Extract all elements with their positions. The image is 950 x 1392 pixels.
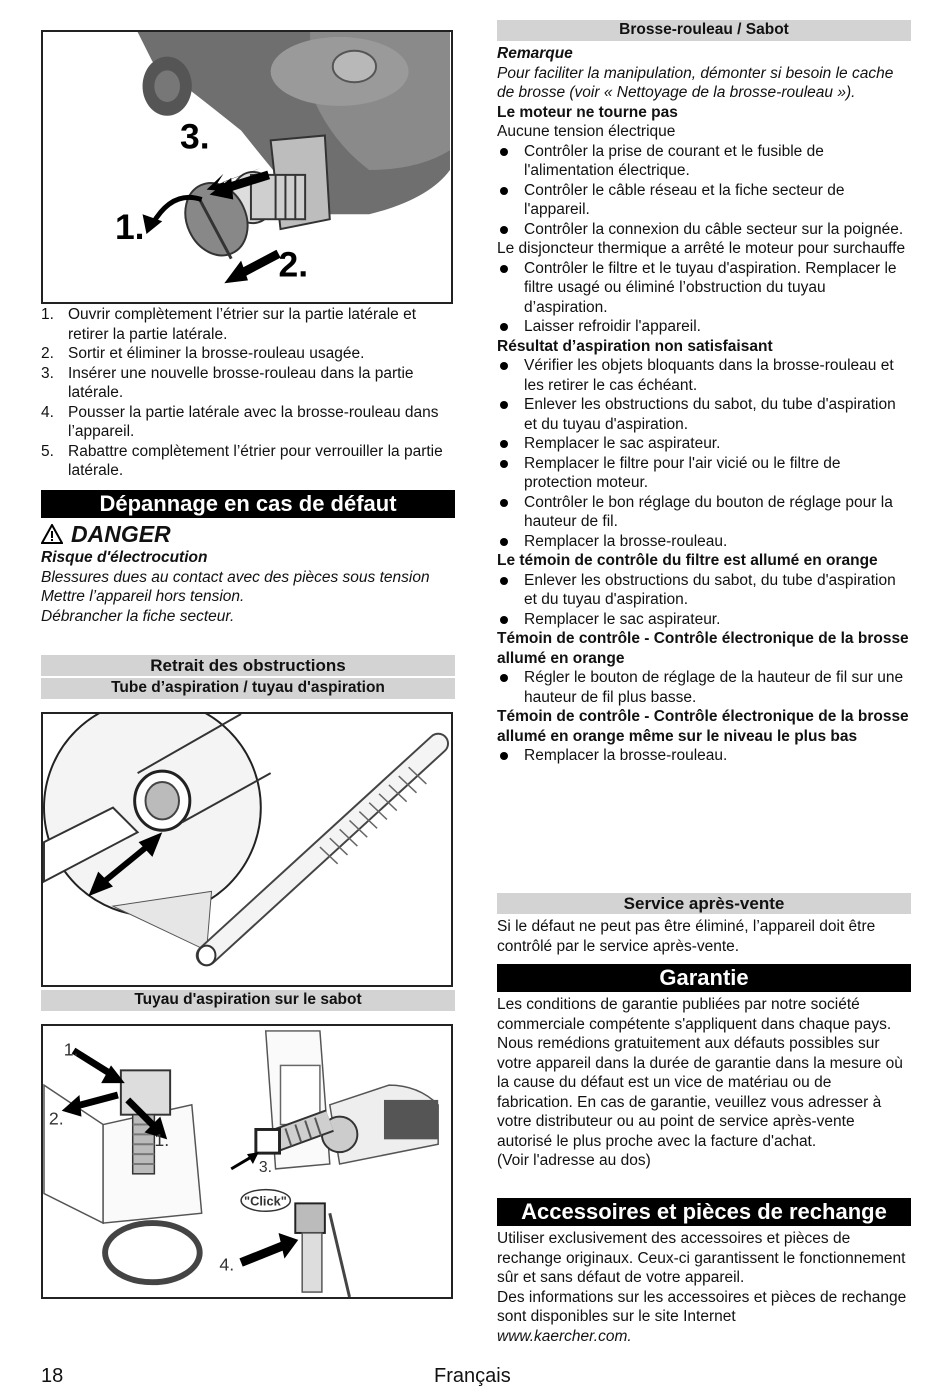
bullet-item: Enlever les obstructions du sabot, du tube d'aspiration et du tuyau d'aspiration.: [497, 395, 911, 434]
sabot-heading: Tuyau d'aspiration sur le sabot: [41, 990, 455, 1011]
service-text: Si le défaut ne peut pas être éliminé, l’appareil doit être contrôlé par le service après-vente.: [497, 918, 876, 955]
danger-line: Blessures dues au contact avec des pièces sous tension: [41, 568, 430, 586]
step-item: 2. Sortir et éliminer la brosse-rouleau usagée.: [41, 345, 365, 362]
figure-label-3: 3.: [179, 116, 210, 157]
figure-label-2: 2.: [48, 1108, 64, 1129]
bullet-item: Contrôler le bon réglage du bouton de réglage pour la hauteur de fil.: [497, 493, 911, 532]
figure-label-1: 1.: [114, 206, 145, 247]
suction-tube-figure: [41, 712, 453, 987]
hose-on-nozzle-illustration: [43, 1026, 451, 1297]
danger-subtitle: Risque d'électrocution: [41, 549, 208, 566]
bullet-item: Remplacer le sac aspirateur.: [497, 434, 911, 454]
figure-label-1b: 1.: [154, 1130, 170, 1151]
roller-brush-figure: [41, 30, 453, 304]
bullet-item: Vérifier les objets bloquants dans la brosse-rouleau et les retirer le cas échéant.: [497, 356, 911, 395]
figure-label-click: "Click": [244, 1193, 287, 1209]
garantie-heading: Garantie: [497, 964, 911, 992]
figure-label-3: 3.: [258, 1158, 272, 1176]
garantie-note: (Voir l'adresse au dos): [497, 1152, 651, 1169]
figure-label-1a: 1.: [63, 1039, 79, 1060]
step-item: 4. Pousser la partie latérale avec la brosse-rouleau dans l’appareil.: [41, 403, 439, 440]
roller-brush-illustration: [43, 32, 451, 302]
step-item: 1. Ouvrir complètement l’étrier sur la partie latérale et retirer la partie latérale.: [41, 306, 417, 343]
website-link[interactable]: www.kaercher.com.: [497, 1327, 632, 1345]
remarque-text: Pour faciliter la manipulation, démonter si besoin le cache de brosse (voir « Nettoyage de la brosse-rouleau »).: [497, 64, 894, 101]
remarque-title: Remarque: [497, 45, 573, 62]
bullet-item: Régler le bouton de réglage de la hauteur de fil sur une hauteur de fil plus basse.: [497, 668, 911, 707]
bullet-item: Enlever les obstructions du sabot, du tube d'aspiration et du tuyau d'aspiration.: [497, 571, 911, 610]
retrait-heading: Retrait des obstructions: [41, 655, 455, 676]
bullet-item: Remplacer le filtre pour l'air vicié ou le filtre de protection moteur.: [497, 454, 911, 493]
hose-on-nozzle-figure: [41, 1024, 453, 1299]
bullet-item: Laisser refroidir l'appareil.: [497, 317, 911, 337]
bullet-item: Contrôler le filtre et le tuyau d'aspiration. Remplacer le filtre usagé ou éliminé l’obstruction du tuyau d’aspiration.: [497, 259, 911, 318]
page-number: 18: [41, 1365, 64, 1387]
replacement-steps: [41, 305, 455, 481]
temoin-brosse-title: Témoin de contrôle - Contrôle électronique de la brosse allumé en orange: [497, 630, 909, 667]
moteur-subtitle: Aucune tension électrique: [497, 123, 676, 140]
resultat-title: Résultat d’aspiration non satisfaisant: [497, 337, 773, 355]
accessoires-heading: Accessoires et pièces de rechange: [497, 1198, 911, 1226]
garantie-text: Les conditions de garantie publiées par notre société commerciale compétente s'appliquent dans chaque pays. Nous remédions gratuitement aux défauts possibles sur votre appareil dans la durée de garantie dans la mesure où la cause du défaut est un vice de matériau ou de fabrication. En cas de garantie, veuillez vous adresser à votre distributeur ou au point de service après-vente autorisé le plus proche avec la facture d'achat. (Voir l'adresse au dos): [497, 995, 911, 1171]
bullet-item: Contrôler la connexion du câble secteur sur la poignée.: [497, 220, 911, 240]
brosse-heading: Brosse-rouleau / Sabot: [497, 20, 911, 41]
danger-line: Mettre l’appareil hors tension.: [41, 588, 245, 605]
troubleshooting-list: [497, 44, 911, 766]
temoin-filtre-title: Le témoin de contrôle du filtre est allumé en orange: [497, 552, 878, 569]
bullet-item: Contrôler le câble réseau et la fiche secteur de l'appareil.: [497, 181, 911, 220]
moteur-title: Le moteur ne tourne pas: [497, 103, 678, 121]
disjoncteur-text: Le disjoncteur thermique a arrêté le moteur pour surchauffe: [497, 240, 906, 257]
service-heading: Service après-vente: [497, 893, 911, 914]
tube-heading: Tube d’aspiration / tuyau d'aspiration: [41, 678, 455, 699]
accessoires-text: Utiliser exclusivement des accessoires et pièces de rechange originaux. Ceux-ci garantissent le fonctionnement sûr et sans défaut de votre appareil. Des informations sur les accessoires et pièces de rechange sont disponibles sur le site Internet www.kaercher.com.: [497, 1229, 911, 1346]
figure-label-4: 4.: [219, 1254, 235, 1275]
page-language: Français: [434, 1365, 511, 1387]
bullet-item: Remplacer le sac aspirateur.: [497, 610, 911, 630]
figure-label-2: 2.: [278, 244, 309, 285]
bullet-item: Contrôler la prise de courant et le fusible de l'alimentation électrique.: [497, 142, 911, 181]
step-item: 3. Insérer une nouvelle brosse-rouleau dans la partie latérale.: [41, 364, 414, 401]
warning-triangle-icon: [41, 524, 63, 544]
step-item: 5. Rabattre complètement l’étrier pour verrouiller la partie latérale.: [41, 442, 443, 479]
danger-block: [41, 520, 455, 626]
danger-title: DANGER: [41, 520, 455, 548]
suction-tube-illustration: [43, 714, 451, 985]
troubleshooting-heading: Dépannage en cas de défaut: [41, 490, 455, 518]
danger-line: Débrancher la fiche secteur.: [41, 607, 235, 625]
temoin-bas-title: Témoin de contrôle - Contrôle électronique de la brosse allumé en orange même sur le niveau le plus bas: [497, 708, 909, 745]
bullet-item: Remplacer la brosse-rouleau.: [497, 532, 911, 552]
bullet-item: Remplacer la brosse-rouleau.: [497, 746, 911, 766]
